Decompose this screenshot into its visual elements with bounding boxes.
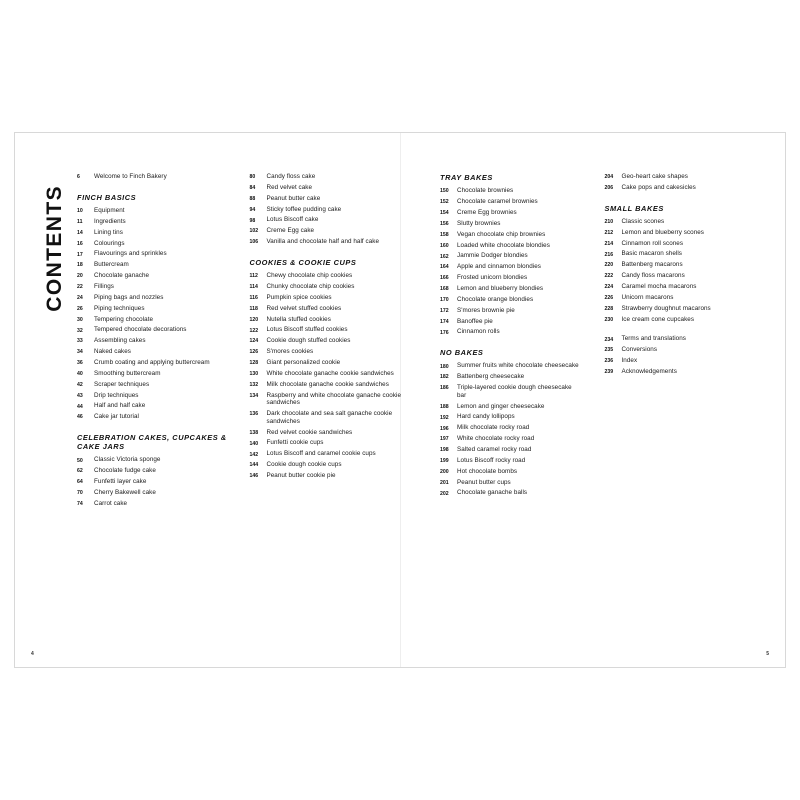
toc-entry-title: Flavourings and sprinkles [94, 250, 167, 258]
toc-entry-title: Chocolate orange blondies [457, 295, 534, 303]
toc-entry-page: 156 [440, 221, 449, 228]
toc-entry[interactable] [605, 184, 754, 192]
toc-entry-page: 10 [77, 208, 83, 215]
toc-entry-page: 164 [440, 264, 449, 271]
toc-entry-page: 33 [77, 338, 83, 345]
toc-entry-title: Piping techniques [94, 304, 145, 312]
toc-entry[interactable] [77, 359, 236, 367]
toc-entry-title: Tempering chocolate [94, 315, 154, 323]
toc-entry[interactable] [250, 195, 409, 203]
toc-entry-title: Cookie dough stuffed cookies [266, 337, 351, 345]
toc-entry-page: 94 [249, 206, 256, 213]
toc-entry[interactable] [77, 392, 236, 400]
toc-entry-page: 142 [249, 451, 259, 458]
toc-entry[interactable] [77, 218, 236, 226]
toc-entry-title: Tempered chocolate decorations [94, 326, 187, 334]
toc-entry-page: 200 [440, 468, 449, 475]
contents-columns [77, 173, 767, 641]
toc-entry[interactable] [440, 274, 581, 282]
toc-entry-page: 202 [440, 490, 449, 497]
toc-entry[interactable] [250, 206, 409, 214]
toc-entry[interactable] [605, 346, 754, 354]
toc-entry-page: 138 [249, 429, 259, 436]
toc-entry-title: Chocolate fudge cake [94, 467, 156, 475]
toc-entry-page: 228 [604, 305, 614, 312]
contents-column-2 [250, 173, 423, 641]
toc-entry-page: 146 [249, 473, 259, 480]
toc-entry-title: Red velvet cookie sandwiches [266, 428, 353, 436]
toc-entry-title: Lotus Biscoff rocky road [457, 456, 526, 464]
toc-entry-page: 206 [604, 185, 614, 192]
toc-entry-title: Nutella stuffed cookies [266, 315, 331, 323]
toc-entry[interactable] [77, 456, 236, 464]
toc-entry-title: Milk chocolate ganache cookie sandwiches [266, 380, 389, 388]
toc-entry-page: 216 [604, 251, 614, 258]
toc-entry-title: Jammie Dodger blondies [457, 252, 528, 260]
toc-entry-title: Loaded white chocolate blondies [457, 241, 550, 249]
toc-entry-page: 24 [77, 294, 83, 301]
toc-entry-page: 236 [604, 358, 614, 365]
toc-entry[interactable] [77, 467, 236, 475]
toc-entry-title: Lotus Biscoff cake [266, 216, 319, 224]
toc-entry[interactable] [440, 198, 581, 206]
toc-entry-page: 11 [77, 218, 83, 225]
section-heading: NO BAKES [440, 348, 484, 358]
toc-entry-title: Carrot cake [94, 499, 128, 507]
toc-entry-title: Welcome to Finch Bakery [94, 173, 167, 180]
toc-entry-title: Lemon and blueberry blondies [457, 284, 544, 292]
toc-entry-title: Lemon and blueberry scones [621, 228, 705, 236]
toc-entry[interactable] [250, 410, 409, 425]
toc-entry-page: 199 [440, 458, 449, 465]
toc-entry-page: 212 [604, 229, 614, 236]
toc-entry-page: 224 [604, 284, 614, 291]
section-heading: CELEBRATION CAKES, CUPCAKES & CAKE JARS [77, 432, 227, 452]
toc-entry-page: 198 [440, 447, 449, 454]
toc-entry-page: 20 [77, 273, 83, 280]
toc-entry-page: 132 [249, 381, 259, 388]
toc-entry[interactable] [605, 368, 754, 376]
section-heading: COOKIES & COOKIE CUPS [249, 257, 357, 267]
toc-entry-page: 204 [604, 174, 614, 181]
toc-entry-page: 124 [249, 338, 259, 345]
toc-entry-title: Strawberry doughnut macarons [621, 304, 711, 312]
toc-entry-page: 162 [440, 253, 449, 260]
toc-entry-page: 120 [249, 316, 259, 323]
section-heading: FINCH BASICS [77, 192, 137, 202]
toc-entry[interactable] [440, 403, 581, 411]
toc-entry[interactable] [440, 457, 581, 465]
toc-entry-page: 180 [440, 363, 449, 370]
toc-entry[interactable] [250, 283, 409, 291]
toc-entry[interactable] [77, 173, 236, 181]
toc-entry[interactable] [605, 335, 754, 343]
column-spacer [605, 326, 754, 335]
toc-entry[interactable] [605, 357, 754, 365]
toc-entry-page: 18 [77, 262, 83, 269]
toc-entry-title: Lining tins [94, 228, 123, 236]
toc-entry-title: Cake pops and cakesicles [621, 183, 696, 191]
toc-entry-title: Index [621, 357, 638, 365]
toc-entry-title: Drip techniques [94, 391, 139, 399]
toc-entry-page: 186 [440, 385, 449, 392]
toc-entry-page: 40 [77, 371, 83, 377]
toc-entry-title: Battenberg macarons [621, 261, 683, 269]
toc-entry-page: 182 [440, 374, 449, 381]
contents-column-3 [422, 173, 595, 641]
toc-entry-title: Chocolate ganache balls [457, 489, 528, 497]
toc-entry[interactable] [440, 187, 581, 195]
toc-entry[interactable] [77, 348, 236, 356]
toc-entry-title: Banoffee pie [457, 317, 493, 325]
toc-entry[interactable] [250, 359, 409, 367]
toc-entry-title: Classic Victoria sponge [94, 456, 161, 464]
toc-entry-page: 197 [440, 436, 449, 443]
toc-entry-page: 46 [77, 414, 83, 421]
toc-entry-title: Lotus Biscoff and caramel cookie cups [266, 450, 376, 458]
toc-entry[interactable] [605, 305, 754, 313]
page-title: CONTENTS [43, 185, 66, 312]
toc-entry-title: Creme Egg brownies [457, 208, 517, 216]
toc-entry-title: Summer fruits white chocolate cheesecake [457, 362, 579, 370]
toc-entry[interactable] [250, 227, 409, 235]
toc-entry[interactable] [77, 337, 236, 345]
toc-entry-page: 174 [440, 318, 449, 325]
toc-entry-title: Peanut butter cookie pie [266, 472, 336, 480]
toc-entry-title: Dark chocolate and sea salt ganache cookie sandwiches [266, 410, 393, 425]
toc-entry-page: 220 [604, 262, 614, 269]
toc-entry-title: Sticky toffee pudding cake [266, 205, 342, 213]
section-heading: SMALL BAKES [604, 203, 664, 213]
toc-entry-title: Classic scones [621, 217, 665, 225]
toc-entry[interactable] [440, 231, 581, 239]
toc-entry-page: 36 [77, 360, 83, 367]
toc-entry-title: Smoothing buttercream [94, 369, 161, 377]
toc-entry-page: 134 [249, 392, 259, 399]
toc-entry-title: Colourings [94, 239, 125, 247]
toc-entry[interactable] [77, 381, 236, 389]
toc-entry-title: Piping bags and nozzles [94, 293, 164, 301]
toc-entry-title: Conversions [621, 346, 658, 354]
toc-entry[interactable] [77, 402, 236, 410]
toc-entry[interactable] [77, 500, 236, 508]
toc-entry-title: Vegan chocolate chip brownies [457, 230, 546, 238]
toc-entry-page: 30 [77, 316, 83, 323]
toc-entry[interactable] [250, 450, 409, 458]
toc-entry[interactable] [440, 468, 581, 476]
toc-entry-page: 6 [77, 174, 80, 181]
toc-entry-page: 80 [249, 174, 256, 181]
toc-entry-page: 214 [604, 240, 614, 247]
contents-column-1 [77, 173, 250, 641]
toc-entry-title: Half and half cake [94, 402, 146, 410]
toc-entry-title: Giant personalized cookie [266, 358, 341, 366]
toc-entry-title: Ice cream cone cupcakes [621, 315, 695, 323]
toc-entry-page: 70 [77, 490, 83, 497]
toc-entry-page: 114 [249, 284, 258, 291]
toc-entry[interactable] [605, 261, 754, 269]
toc-entry-title: Triple-layered cookie dough cheesecake bar [457, 384, 572, 399]
toc-entry-title: Scraper techniques [94, 380, 150, 388]
toc-entry-page: 42 [77, 381, 83, 388]
toc-entry-page: 106 [249, 239, 259, 246]
toc-entry-title: S'mores brownie pie [457, 306, 515, 314]
toc-entry-title: Terms and translations [621, 335, 686, 343]
toc-entry-page: 196 [440, 425, 449, 432]
toc-entry-title: Fillings [94, 282, 114, 290]
toc-entry[interactable] [440, 328, 581, 336]
toc-entry-page: 222 [604, 273, 614, 280]
toc-entry-title: Cinnamon rolls [457, 328, 500, 336]
toc-entry-title: Funfetti cookie cups [266, 439, 324, 447]
toc-entry[interactable] [77, 316, 236, 324]
toc-entry[interactable] [250, 381, 409, 389]
toc-entry[interactable] [250, 326, 409, 334]
toc-entry-page: 112 [249, 273, 258, 280]
toc-entry-page: 176 [440, 329, 449, 336]
toc-entry-title: Chewy chocolate chip cookies [266, 272, 353, 280]
toc-entry-page: 126 [249, 349, 259, 356]
toc-entry[interactable] [250, 272, 409, 280]
toc-entry[interactable] [605, 240, 754, 248]
toc-entry-page: 226 [604, 294, 614, 301]
toc-entry-title: Candy floss macarons [621, 272, 685, 280]
toc-entry[interactable] [440, 318, 581, 326]
toc-entry[interactable] [250, 429, 409, 437]
toc-entry-page: 88 [249, 195, 256, 202]
toc-entry[interactable] [77, 229, 236, 237]
section-heading: TRAY BAKES [440, 173, 493, 182]
toc-entry-page: 14 [77, 229, 83, 236]
toc-entry-page: 170 [440, 297, 449, 304]
toc-entry[interactable] [77, 413, 236, 421]
toc-entry-page: 102 [249, 228, 259, 235]
toc-entry[interactable] [77, 489, 236, 497]
toc-entry-title: Salted caramel rocky road [457, 446, 532, 454]
toc-entry-page: 160 [440, 242, 449, 249]
toc-entry[interactable] [250, 216, 409, 224]
toc-entry-page: 118 [249, 305, 258, 312]
toc-entry-title: Cookie dough cookie cups [266, 461, 342, 469]
toc-entry-page: 44 [77, 403, 83, 410]
toc-entry[interactable] [250, 184, 409, 192]
toc-entry[interactable] [250, 173, 409, 181]
toc-entry-page: 50 [77, 457, 83, 464]
toc-entry-page: 22 [77, 284, 83, 291]
toc-entry[interactable] [440, 373, 581, 381]
toc-entry-title: Funfetti layer cake [94, 478, 147, 486]
toc-entry-title: Chunky chocolate chip cookies [266, 282, 355, 290]
toc-entry-page: 43 [77, 392, 83, 399]
toc-entry-page: 26 [77, 305, 83, 312]
toc-entry-title: Crumb coating and applying buttercream [94, 358, 210, 366]
toc-entry-title: Naked cakes [94, 348, 131, 356]
toc-entry[interactable] [440, 263, 581, 271]
toc-entry-title: Raspberry and white chocolate ganache cookie sandwiches [266, 391, 402, 407]
toc-entry[interactable] [440, 446, 581, 454]
toc-entry-title: Chocolate caramel brownies [457, 198, 538, 206]
toc-entry-page: 154 [440, 210, 449, 217]
toc-entry[interactable] [77, 305, 236, 313]
toc-entry-title: Acknowledgements [621, 367, 677, 375]
toc-entry-page: 128 [249, 360, 259, 367]
toc-entry-page: 234 [604, 336, 614, 343]
toc-entry[interactable] [605, 272, 754, 280]
toc-entry-page: 16 [77, 240, 83, 247]
toc-entry-page: 74 [77, 501, 83, 508]
toc-entry-page: 192 [440, 414, 449, 421]
toc-entry[interactable] [77, 261, 236, 269]
toc-entry[interactable] [250, 348, 409, 356]
toc-entry-title: Red velvet cake [266, 183, 313, 191]
toc-entry[interactable] [605, 229, 754, 237]
toc-entry[interactable] [77, 272, 236, 280]
toc-entry[interactable] [77, 294, 236, 302]
toc-entry[interactable] [440, 242, 581, 250]
toc-entry[interactable] [77, 240, 236, 248]
toc-entry[interactable] [77, 370, 236, 378]
toc-entry-title: Lotus Biscoff stuffed cookies [266, 326, 348, 334]
toc-entry-page: 150 [440, 188, 449, 195]
toc-entry-page: 140 [249, 440, 259, 447]
toc-entry[interactable] [440, 435, 581, 443]
toc-entry[interactable] [440, 252, 581, 260]
folio-left: 4 [31, 651, 34, 657]
toc-entry[interactable] [250, 337, 409, 345]
toc-entry-title: Ingredients [94, 217, 126, 225]
toc-entry[interactable] [605, 250, 754, 258]
toc-entry-page: 64 [77, 479, 83, 486]
toc-entry[interactable] [605, 173, 754, 181]
toc-entry[interactable] [77, 326, 236, 334]
toc-entry-title: Equipment [94, 206, 125, 214]
toc-entry-page: 84 [249, 185, 256, 192]
toc-entry-title: Battenberg cheesecake [457, 373, 525, 381]
toc-entry-title: Creme Egg cake [266, 227, 315, 235]
toc-entry-title: Slutty brownies [457, 219, 501, 227]
toc-entry-title: Assembling cakes [94, 337, 146, 345]
toc-entry[interactable] [605, 218, 754, 226]
toc-entry-title: Geo-heart cake shapes [621, 173, 689, 180]
toc-entry-page: 17 [77, 251, 83, 258]
toc-entry-page: 166 [440, 275, 449, 282]
toc-entry-page: 210 [604, 218, 614, 225]
toc-entry[interactable] [250, 238, 409, 246]
toc-entry-title: Cherry Bakewell cake [94, 489, 156, 496]
toc-entry-page: 136 [249, 411, 259, 418]
toc-entry-page: 172 [440, 307, 449, 314]
toc-entry[interactable] [440, 479, 581, 487]
toc-entry-title: Hot chocolate bombs [457, 467, 518, 475]
toc-entry[interactable] [440, 424, 581, 432]
toc-entry[interactable] [250, 472, 409, 480]
toc-entry[interactable] [77, 478, 236, 486]
toc-entry[interactable] [440, 209, 581, 217]
folio-right: 5 [766, 651, 769, 657]
toc-entry-page: 235 [604, 347, 614, 354]
toc-entry-title: Lemon and ginger cheesecake [457, 402, 545, 410]
toc-entry[interactable] [440, 384, 581, 399]
toc-entry[interactable] [250, 461, 409, 469]
toc-entry[interactable] [77, 207, 236, 215]
toc-entry[interactable] [440, 307, 581, 315]
toc-entry-title: Cinnamon roll scones [621, 239, 684, 247]
toc-entry-page: 239 [604, 369, 614, 376]
toc-entry[interactable] [77, 250, 236, 258]
toc-entry-page: 230 [604, 316, 614, 323]
toc-entry[interactable] [250, 392, 409, 407]
toc-entry-title: S'mores cookies [266, 348, 314, 356]
toc-entry-page: 152 [440, 199, 449, 206]
book-spread [14, 132, 786, 668]
toc-entry[interactable] [605, 316, 754, 324]
contents-column-4 [595, 173, 768, 641]
toc-entry-page: 201 [440, 479, 449, 486]
toc-entry[interactable] [250, 294, 409, 302]
toc-entry-page: 158 [440, 231, 449, 238]
toc-entry[interactable] [250, 316, 409, 324]
toc-entry-title: Pumpkin spice cookies [266, 293, 332, 301]
toc-entry-page: 122 [249, 327, 259, 334]
toc-entry[interactable] [440, 413, 581, 421]
toc-entry-title: Peanut butter cake [266, 194, 321, 202]
toc-entry-page: 188 [440, 403, 449, 410]
toc-entry-title: Apple and cinnamon blondies [457, 263, 541, 271]
toc-entry-title: Milk chocolate rocky road [457, 424, 530, 432]
toc-entry-page: 98 [249, 217, 256, 224]
toc-entry-page: 130 [249, 371, 259, 377]
toc-entry-page: 116 [249, 294, 258, 301]
toc-entry[interactable] [440, 285, 581, 293]
toc-entry-page: 168 [440, 286, 449, 293]
toc-entry[interactable] [250, 439, 409, 447]
toc-entry-title: Cake jar tutorial [94, 413, 139, 421]
toc-entry-title: Candy floss cake [266, 173, 316, 180]
toc-entry[interactable] [250, 305, 409, 313]
toc-entry-title: Chocolate ganache [94, 272, 150, 280]
toc-entry-page: 62 [77, 468, 83, 475]
toc-entry-title: White chocolate rocky road [457, 435, 535, 443]
toc-entry-title: Caramel mocha macarons [621, 282, 697, 290]
toc-entry-title: Basic macaron shells [621, 250, 682, 258]
toc-entry-title: Unicorn macarons [621, 293, 674, 301]
toc-entry[interactable] [250, 370, 409, 378]
toc-entry[interactable] [440, 489, 581, 497]
toc-entry-page: 144 [249, 462, 259, 469]
toc-entry-page: 32 [77, 327, 83, 334]
toc-entry[interactable] [440, 296, 581, 304]
toc-entry-title: Peanut butter cups [457, 478, 511, 486]
toc-entry-title: White chocolate ganache cookie sandwiches [266, 369, 394, 377]
toc-entry-title: Hard candy lollipops [457, 413, 515, 421]
toc-entry[interactable] [605, 283, 754, 291]
toc-entry[interactable] [605, 294, 754, 302]
toc-entry-title: Buttercream [94, 261, 129, 269]
toc-entry[interactable] [440, 362, 581, 370]
toc-entry-title: Chocolate brownies [457, 187, 514, 195]
toc-entry[interactable] [440, 220, 581, 228]
toc-entry-page: 34 [77, 349, 83, 356]
toc-entry-title: Frosted unicorn blondies [457, 274, 528, 282]
toc-entry-title: Vanilla and chocolate half and half cake [266, 238, 380, 246]
toc-entry-title: Red velvet stuffed cookies [266, 304, 342, 312]
toc-entry[interactable] [77, 283, 236, 291]
